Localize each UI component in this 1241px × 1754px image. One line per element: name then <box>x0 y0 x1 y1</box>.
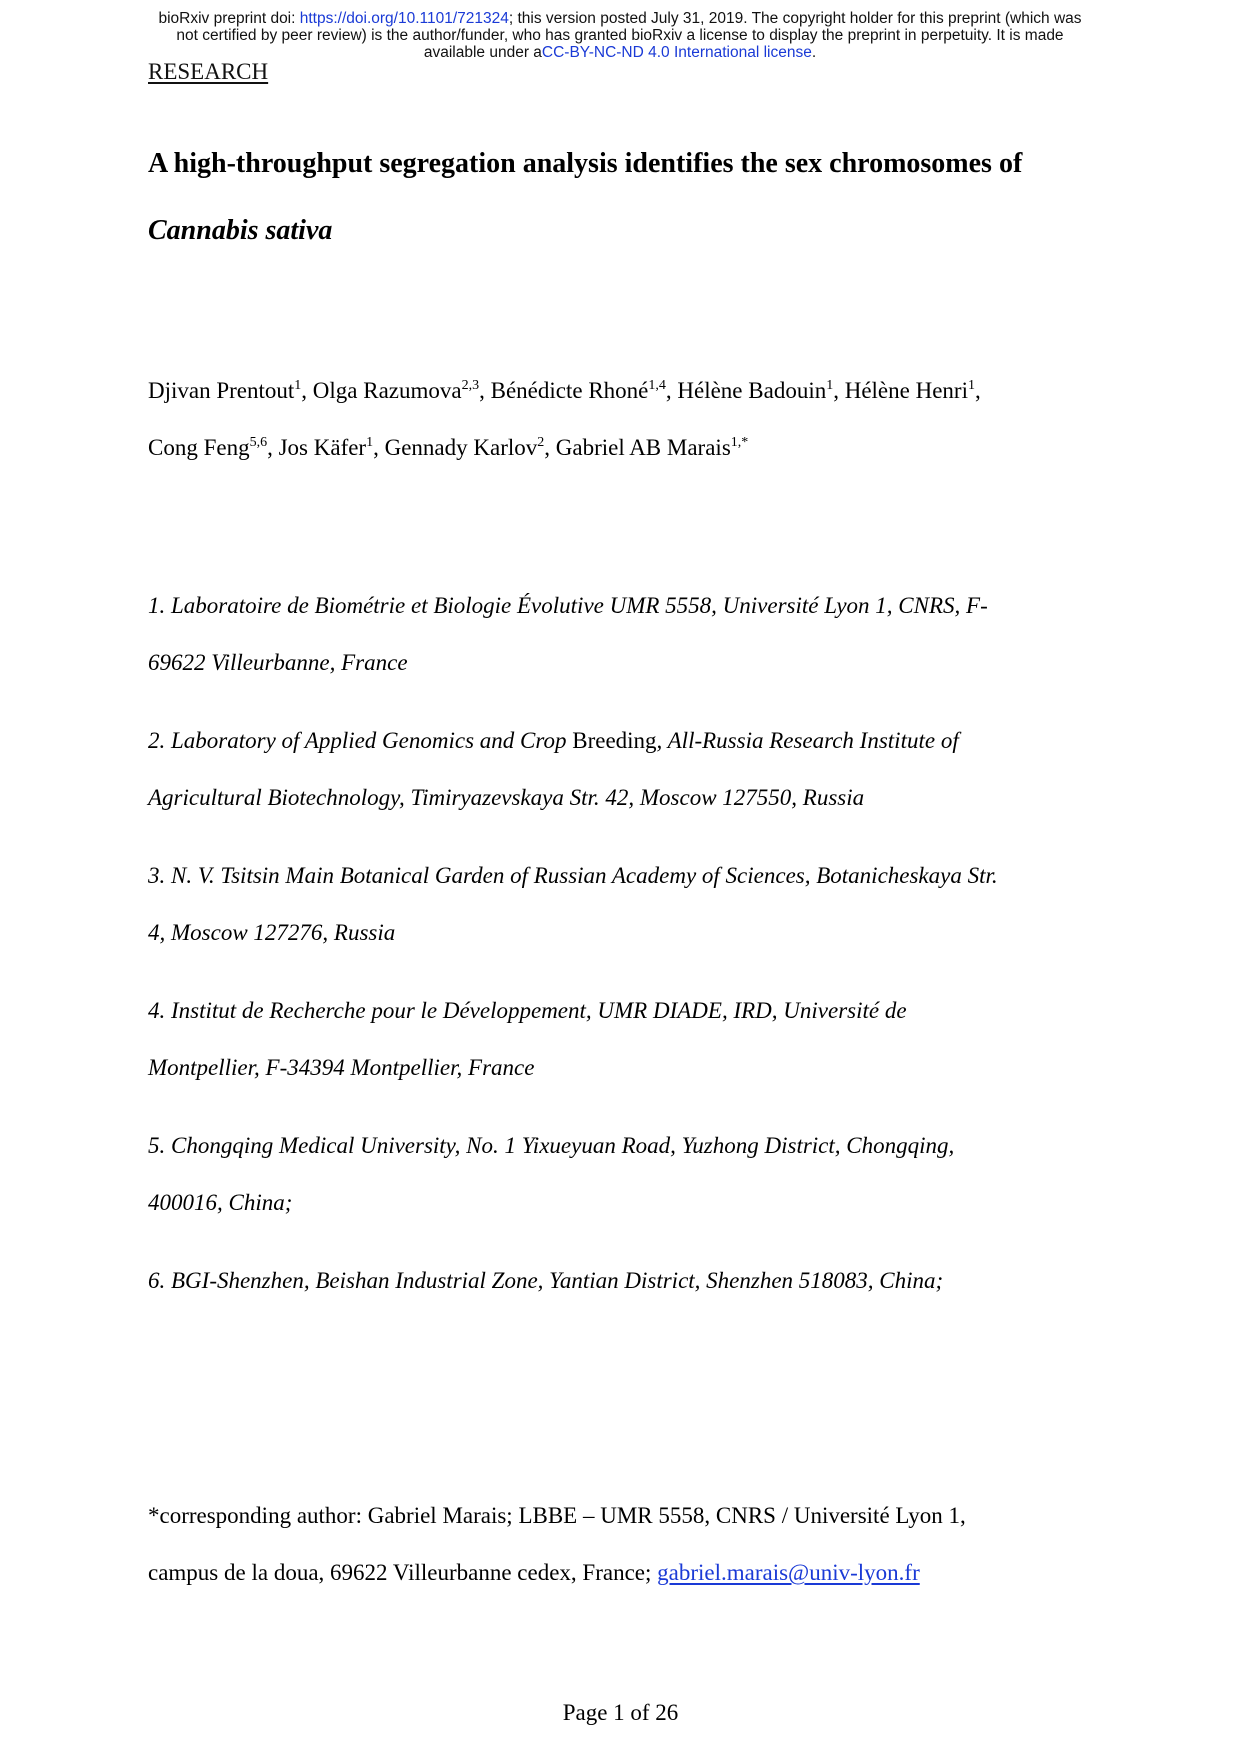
author-row-1 <box>148 378 981 404</box>
header-prefix: bioRxiv preprint doi: <box>158 10 300 27</box>
license-link[interactable]: CC-BY-NC-ND 4.0 International license <box>541 44 812 61</box>
author: Djivan Prentout$^1$, <box>148 378 313 403</box>
paper-title-line-2: Cannabis sativa <box>148 215 333 246</box>
affiliation-1-line-2: 69622 Villeurbanne, France <box>148 650 408 675</box>
affiliation-4-line-1: 4. Institut de Recherche pour le Développement, UMR DIADE, IRD, Université de <box>148 998 907 1023</box>
affiliation-2-line-2: Agricultural Biotechnology, Timiryazevskaya Str. 42, Moscow 127550, Russia <box>148 785 865 810</box>
author: Hélène Badouin$^1$, <box>677 378 845 403</box>
affiliation-2-line-1: 2. Laboratory of Applied Genomics and Crop Breeding, All-Russia Research Institute of <box>148 728 959 753</box>
author-row-2 <box>148 435 748 461</box>
affiliation-3-line-2: 4, Moscow 127276, Russia <box>148 920 396 945</box>
author: Cong Feng$^{5,6}$, <box>148 435 279 460</box>
affiliation-6-line-1: 6. BGI-Shenzhen, Beishan Industrial Zone, Yantian District, Shenzhen 518083, China; <box>148 1268 944 1293</box>
affiliation-5-line-1: 5. Chongqing Medical University, No. 1 Yixueyuan Road, Yuzhong District, Chongqing, <box>148 1133 955 1158</box>
author: Hélène Henri$^1$, <box>844 378 981 403</box>
header-line-1 <box>80 10 1160 27</box>
page-number: Page 1 of 26 <box>562 1700 679 1725</box>
affiliation-1-line-1: 1. Laboratoire de Biométrie et Biologie Évolutive UMR 5558, Université Lyon 1, CNRS, F- <box>148 593 988 618</box>
section-label: RESEARCH <box>148 59 269 84</box>
corresponding-author-line-1: *corresponding author: Gabriel Marais; LBBE – UMR 5558, CNRS / Université Lyon 1, <box>148 1503 966 1528</box>
biorxiv-header <box>80 10 1160 61</box>
author: Jos Käfer$^1$, <box>278 435 385 460</box>
header-suffix: ; this version posted July 31, 2019. The copyright holder for this preprint (which was <box>508 10 1082 27</box>
email-link[interactable]: gabriel.marais@univ-lyon.fr <box>657 1560 920 1585</box>
license-suffix: . <box>811 44 817 61</box>
author: Gabriel AB Marais$^{1,*}$ <box>555 435 749 460</box>
affiliation-4-line-2: Montpellier, F-34394 Montpellier, France <box>148 1055 535 1080</box>
affiliation-5-line-2: 400016, China; <box>148 1190 293 1215</box>
author: Gennady Karlov$^2$, <box>384 435 556 460</box>
corresponding-author-line-2: campus de la doua, 69622 Villeurbanne cedex, France; gabriel.marais@univ-lyon.fr <box>148 1560 920 1585</box>
paper-title-line-1: A high-throughput segregation analysis identifies the sex chromosomes of <box>148 148 1023 179</box>
author: Olga Razumova$^{2,3}$, <box>312 378 491 403</box>
affiliation-3-line-1: 3. N. V. Tsitsin Main Botanical Garden of Russian Academy of Sciences, Botanicheskaya Str. <box>148 863 998 888</box>
license-prefix: available under a <box>423 44 542 61</box>
doi-link[interactable]: https://doi.org/10.1101/721324 <box>299 10 509 27</box>
header-line-2: not certified by peer review) is the author/funder, who has granted bioRxiv a license to display the preprint in perpetuity. It is made <box>176 27 1064 44</box>
author: Bénédicte Rhoné$^{1,4}$, <box>490 378 678 403</box>
